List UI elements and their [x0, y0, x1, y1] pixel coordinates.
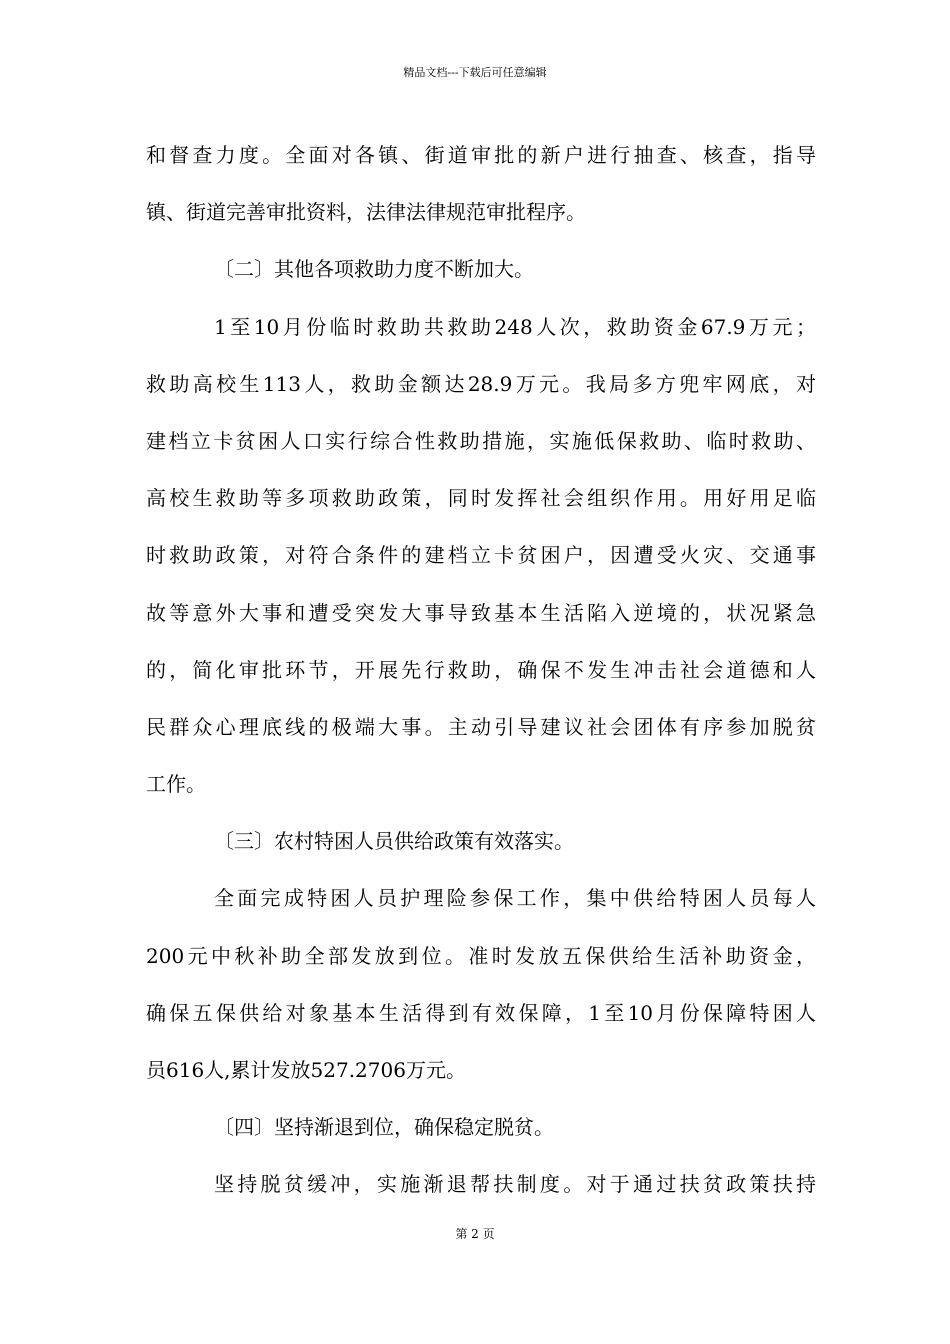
paragraph-line: 200元中秋补助全部发放到位。准时发放五保供给生活补助资金， — [146, 943, 816, 968]
paragraph-line: 的，简化审批环节，开展先行救助，确保不发生冲击社会道德和人 — [146, 657, 816, 682]
paragraph-line: 救助高校生113人，救助金额达28.9万元。我局多方兜牢网底，对 — [146, 371, 816, 396]
paragraph-line: 建档立卡贫困人口实行综合性救助措施，实施低保救助、临时救助、 — [146, 428, 816, 453]
paragraph-line: 高校生救助等多项救助政策，同时发挥社会组织作用。用好用足临 — [146, 486, 816, 511]
section-heading-2: 〔二〕其他各项救助力度不断加大。 — [214, 257, 534, 282]
paragraph-line: 1至10月份临时救助共救助248人次，救助资金67.9万元； — [214, 314, 816, 339]
page-number: 第 2 页 — [455, 1227, 495, 1241]
paragraph-line: 全面完成特困人员护理险参保工作，集中供给特困人员每人 — [214, 886, 816, 911]
document-body — [146, 127, 816, 1214]
section-heading-3: 〔三〕农村特困人员供给政策有效落实。 — [214, 829, 574, 854]
paragraph-line: 镇、街道完善审批资料，法律法律规范审批程序。 — [146, 200, 586, 225]
paragraph-line: 工作。 — [146, 772, 206, 797]
paragraph-line: 确保五保供给对象基本生活得到有效保障，1至10月份保障特困人 — [146, 1000, 816, 1025]
paragraph-line: 坚持脱贫缓冲，实施渐退帮扶制度。对于通过扶贫政策扶持 — [214, 1172, 816, 1197]
paragraph-line: 故等意外大事和遭受突发大事导致基本生活陷入逆境的，状况紧急 — [146, 600, 816, 625]
paragraph-line: 和督查力度。全面对各镇、街道审批的新户进行抽查、核查，指导 — [146, 143, 816, 167]
section-heading-4: 〔四〕坚持渐退到位，确保稳定脱贫。 — [214, 1115, 554, 1140]
paragraph-line: 民群众心理底线的极端大事。主动引导建议社会团体有序参加脱贫 — [146, 714, 816, 739]
paragraph-line: 时救助政策，对符合条件的建档立卡贫困户，因遭受火灾、交通事 — [146, 543, 816, 568]
page-header: 精品文档---下载后可任意编辑 — [403, 66, 547, 79]
paragraph-line: 员616人,累计发放527.2706万元。 — [146, 1058, 466, 1082]
